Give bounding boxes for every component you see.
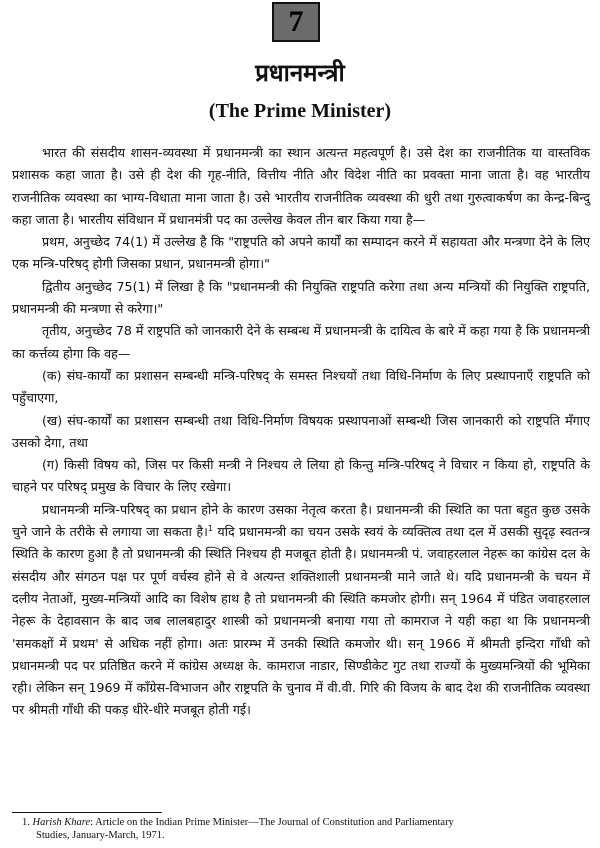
paragraph: (ख) संघ-कार्यों का प्रशासन सम्बन्धी तथा विधि-निर्माण विषयक प्रस्थापनाओं सम्बन्धी जिस जानकारी को राष्ट्रपति मँगाए उसको देगा, तथा <box>12 412 590 450</box>
paragraph <box>12 499 590 722</box>
footnote-divider <box>12 812 162 813</box>
paragraph: प्रथम, अनुच्छेद 74(1) में उल्लेख है कि "राष्ट्रपति को अपने कार्यों का सम्पादन करने में सहायता और मन्त्रणा देने के लिए एक मन्त्रि-परिषद् होगी जिसका प्रधान, प्रधानमन्त्री होगा।" <box>12 234 590 272</box>
footnote <box>22 816 584 842</box>
footnote-number: 1. <box>22 817 30 828</box>
chapter-number-box <box>272 2 320 42</box>
footnote-text-continued: Studies, January-March, 1971. <box>36 830 165 841</box>
paragraph: भारत की संसदीय शासन-व्यवस्था में प्रधानमन्त्री का स्थान अत्यन्त महत्वपूर्ण है। उसे देश का राजनीतिक या वास्तविक प्रशासक कहा जाता है। उसे ही देश की गृह-नीति, वित्तीय नीति और विदेश नीति का प्रवक्ता माना जाता है। वह भारतीय राजनीतिक व्यवस्था का भाग्य-विधाता माना जाता है। उसे भारतीय राजनीतिक व्यवस्था की धुरी तथा गुरुत्वाकर्षण का केन्द्र-बिन्दु कहा जाता है। भारतीय संविधान में प्रधानमंत्री पद का उल्लेख केवल तीन बार किया गया है— <box>12 145 590 227</box>
footnote-author: Harish Khare <box>32 817 91 828</box>
footnote-text: : Article on the Indian Prime Minister—The Journal of Constitution and Parliamentary <box>90 817 454 828</box>
chapter-title-hindi: प्रधानमन्त्री <box>255 59 345 87</box>
footnote-reference: 1 <box>207 523 213 533</box>
paragraph: (ग) किसी विषय को, जिस पर किसी मन्त्री ने निश्चय ले लिया हो किन्तु मन्त्रि-परिषद् ने विचार न किया हो, राष्ट्रपति के चाहने पर परिषद् प्रमुख के विचार के लिए रखेगा। <box>12 457 590 495</box>
paragraph-text: यदि प्रधानमन्त्री का चयन उसके स्वयं के व्यक्तित्व तथा दल में उसकी सुदृढ़ स्वतन्त्र स्थिति के कारण हुआ है तो प्रधानमन्त्री की स्थिति निश्चय ही मजबूत होती है। प्रधानमन्त्री पं. जवाहरलाल नेहरू का कांग्रेस दल के संसदीय और संगठन पक्ष पर पूर्ण वर्चस्व होने से वे अत्यन्त शक्तिशाली प्रधानमन्त्री माने जाते थे। यदि प्रधानमन्त्री के चयन में दलीय नेताओं, मुख्य-मन्त्रियों आदि का विशेष हाथ है तो प्रधानमन्त्री की स्थिति कमजोर होगी। सन् 1964 में पंडित जवाहरलाल नेहरू के देहावसान के बाद जब लालबहादुर शास्त्री को प्रधानमन्त्री बनाया गया तो कामराज ने यही कहा था कि प्रधानमन्त्री 'समकक्षों में प्रथम' से अधिक नहीं होगा। अतः प्रारम्भ में उनकी स्थिति कमजोर थी। सन् 1966 में श्रीमती इन्दिरा गाँधी को प्रधानमन्त्री पद पर प्रतिष्ठित करने में कांग्रेस अध्यक्ष के. कामराज नाडार, सिण्डीकेट गुट तथा राज्यों के मुख्यमन्त्रियों की भूमिका रही। लेकिन सन् 1969 में कॉंग्रेस-विभाजन और राष्ट्रपति के चुनाव में वी.वी. गिरि की विजय के बाद देश की राजनीतिक व्यवस्था पर श्रीमती गाँधी की पकड़ धीरे-धीरे मजबूत होती गई। <box>12 524 590 718</box>
paragraph: (क) संघ-कार्यों का प्रशासन सम्बन्धी मन्त्रि-परिषद् के समस्त निश्चयों तथा विधि-निर्माण के लिए प्रस्थापनाएँ राष्ट्रपति को पहुँचाएगा, <box>12 367 590 406</box>
chapter-number: 7 <box>288 5 304 38</box>
paragraph: तृतीय, अनुच्छेद 78 में राष्ट्रपति को जानकारी देने के सम्बन्ध में प्रधानमन्त्री के दायित्व के बारे में कहा गया है कि प्रधानमन्त्री का कर्त्तव्य होगा कि वह— <box>12 323 590 361</box>
body-text <box>12 142 590 722</box>
chapter-title-english: (The Prime Minister) <box>208 100 392 122</box>
paragraph-text: प्रधानमन्त्री मन्त्रि-परिषद् का प्रधान होने के कारण उसका नेतृत्व करता है। प्रधानमन्त्री की स्थिति का पता बहुत कुछ उसके चुने जाने के तरीके से लगाया जा सकता है। <box>12 501 590 540</box>
paragraph: द्वितीय अनुच्छेद 75(1) में लिखा है कि "प्रधानमन्त्री की नियुक्ति राष्ट्रपति करेगा तथा अन्य मन्त्रियों की नियुक्ति राष्ट्रपति, प्रधानमन्त्री की मन्त्रणा से करेगा।" <box>12 278 590 317</box>
